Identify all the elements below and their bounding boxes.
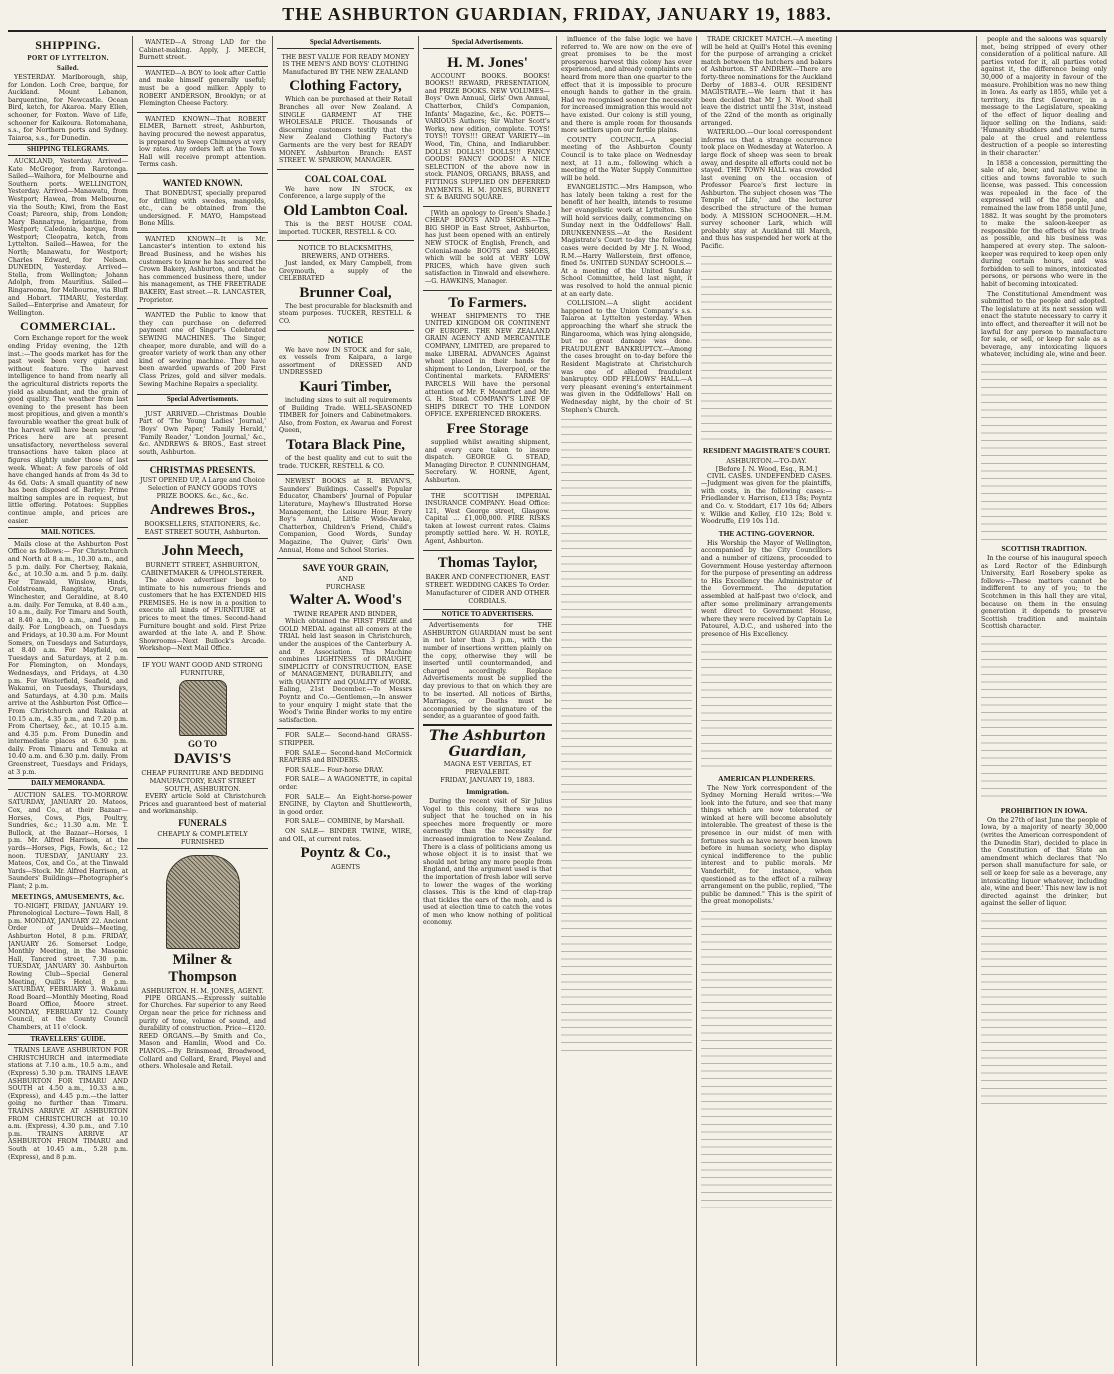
ad-text: WANTED the Public to know that they can purchase on deferred payment one of Singer's Celebrated SEWING MACHINES. The Singer, cheaper, more durable, and will do a greater variety of work than any other kind of sewing machine. They have been awarded upwards of 200 First Class Prizes, gold and silver medals. Sewing Machine Repairs a speciality. [139,312,266,388]
for-sale-item: ON SALE— BINDER TWINE, WIRE, and OIL, at current rates. [279,827,412,843]
ad-bakery [137,232,268,308]
ad-insurance [423,489,552,550]
port-heading: PORT OF LYTTELTON. [27,54,109,62]
newspaper-motto: MAGNA EST VERITAS, ET PREVALEBIT. [443,759,532,776]
ad-text: including sizes to suit all requirements of Building Trade. WELL-SEASONED TIMBER for Joiners and Cabinetmakers. Also, from Foxton, ex Awarua and Forest Queen, [279,397,412,435]
ad-text: We have now IN STOCK and for sale, ex vessels from Kaipara, a large assortment of DRESSED AND UNDRESSED [279,346,412,377]
ad-heading: GO TO [188,739,217,750]
editorial-block [423,724,552,927]
ad-wanted-boy [137,66,268,112]
ad-davis [137,657,268,848]
column-rule [132,36,133,1366]
advertiser-name: H. M. Jones' [447,54,528,71]
ad-subtext: BOOKSELLERS, STATIONERS, &c. EAST STREET SOUTH, Ashburton. [144,520,261,537]
court-text: CIVIL CASES. UNDEFENDED CASES.—Judgment was given for the plaintiffs, with costs, in the following cases:—Friedlander v. Harrison, £13 18s; Poyntz and Co. v. Stoddart, £17 10s 6d; Albers v. Wilkie and Kelley, £10 12s; Bold v. Woodruffe, £19 10s 11d. [701,472,832,526]
column-rule [836,36,837,1366]
product-name: Brunner Coal, [299,284,392,301]
ad-subtext: CHEAPLY & COMPLETELY FURNISHED [157,829,248,846]
ad-heading: NOTICE [327,334,364,345]
mail-text: Mails close at the Ashburton Post Office as follows:— For Christchurch and North at 8 a.m., 10.30 a.m., and 5 p.m. daily. For Chertsey, Rakaia, &c., at 10.30 a.m. and 5 p.m. daily. For Tinwald, Winslow, Hinds, Coldstream, Rangitata, Orari, Winchester, and Geraldine, at 8.40 a.m. daily. For Temuka, at 8.40 a.m., 10 a.m., daily. For Timaru and South, at 8.40 a.m., 10 a.m., and 5 p.m. daily. For Longbeach, on Tuesdays and Fridays, at 10.30 a.m. For Mount Somers, on Tuesdays and Saturdays, at 8.40 a.m. For Mayfield, on Tuesdays and Saturdays, at 2 p.m. For Flemington, on Mondays, Wednesdays, and Fridays, at 4.30 p.m. For Westerfield, Seafield, and Wakanui, on Tuesdays, Thursdays, and Saturdays, at 4.30 p.m. Mails arrive at the Ashburton Post Office— From Christchurch and Rakaia at 10.15 a.m., 4.35 p.m., and 7.20 p.m. From Chertsey, &c., at 10.15 a.m. and 4.35 p.m. From Dunedin and intermediate places at 6.30 p.m. daily. From Timaru and Temuka at 10.40 a.m. and 6.30 p.m. daily. From Greenstreet, Tuesdays and Fridays, at 3 p.m. [8,540,128,776]
ad-text: WANTED KNOWN—It is Mr. Lancaster's intention to extend his Bread Business, and he wishes his customers to know he has secured the Crown Bakery, Ashburton, and that he has commenced business there, under his management, as THE FREETRADE BAKERY, East street.—R. LANCASTER, Proprietor. [139,235,266,304]
armchair-illustration [179,680,227,736]
ad-text: NEWEST BOOKS at R. BEVAN'S, Saunders' Buildings. Cassell's Popular Educator, Chambers' Journal of Popular Literature, Mayhew's Illustrated Horse Management, the Leisure Hour, Every Boy's Annual, Little Wide-Awake, Chatterbox, Children's Friend, Child's Companion, Good Words, Sunday Magazine, The Quiver, Girls' Own Annual, Home and School Stories. [279,478,412,554]
news-text: influence of the false logic we have referred to. We are now on the eve of great promises to be the most prosperous harvest this colony has ever experienced, and already complaints are heard from more than one quarter to the effect that it is impossible to procure enough hands to gather in the grain. Had we recognised sooner the necessity for increased immigration this would not have existed. Our colony is still young, and there is ample room for thousands more settlers upon our fertile plains. [561,36,692,135]
advertiser-name: Clothing Factory, [289,78,402,95]
ad-subtext: NOTICE TO BLACKSMITHS, BREWERS, AND OTHERS. [297,244,394,261]
ad-text: ACCOUNT BOOKS. BOOKS! BOOKS!! REWARD, PRESENTATION, and PRIZE BOOKS. NEW VOLUMES— Boys' Own Annual, Girls' Own Annual, Chatterbox, Child's Companion, Infants' Magazine, &c., &c. POETS— VARIOUS Authors; Sir Walter Scott's Works, new edition, complete. TOYS! TOYS!! TOYS!!! GREAT VARIETY—in Wood, Tin, China, and Indiarubber. DOLLS! DOLLS!! DOLLS!!! FANCY GOODS! FANCY GOODS! A NICE SELECTION of the above now in stock. PIANOS, ORGANS, BRASS, and FITTINGS SUPPLIED ON DEFERRED PAYMENTS. H. M. JONES, BURNETT ST. & BARING SQUARE. [425,72,550,202]
special-ads-heading: Special Advertisements. [137,394,268,406]
advertisers-text: Advertisements for THE ASHBURTON GUARDIAN must be sent in not later than 3 p.m., with the number of insertions written plainly on the copy, otherwise they will be inserted until countermanded, and charged accordingly. Replace Advertisements must be supplied the day previous to that on which they are to be inserted. All notices of Births, Marriages, or Deaths must be accompanied by the signature of the sender, as a guarantee of good faith. [423,622,552,721]
news-text: His Worship the Mayor of Wellington, accompanied by the City Councillors and a number of citizens, proceeded to Government House yesterday afternoon for the purpose of presenting an address to His Excellency the Administrator of the Government. The deputation assembled at half-past two o'clock, and after some preliminary arrangements went direct to Government House, where they were received by Captain Le Patourel, A.D.C., and ushered into the presence of His Excellency. [701,539,832,638]
continued-text-lines [701,908,832,1208]
ad-text: PIPE ORGANS.—Expressly suitable for Churches. Far superior to any Reed Organ near the price for richness and purity of tone, volume of sound, and durability of construction. Price—£120. REED ORGANS.—By Smith and Co., Mason and Hamlin, Wood and Co. PIANOS.—By Brinsmead, Broadwood, Collard and Collard, Erard, Pleyel and others. Wholesale and Retail. [139,994,266,1071]
news-text: people and the saloons was squarely met, being stripped of every other consideration of a political nature. All parties voted for it, all parties voted against it, the difference being only 30,000 of a majority in favour of the measure. Prohibition was no new thing in Iowa. As early as 1855, while yet a territory, its first Governor, in a message to the Legislature, speaking of the effect of liquor dealing and liquor selling on the Indians, said: 'Humanity shudders and nature turns pale at the cruel and relentless destruction of a people so interesting in their character.' [981,36,1107,157]
news-text: In the course of his inaugural speech as Lord Rector of the Edinburgh University, Earl Rosebery spoke as follows:—These matters cannot be indifferent to any of you; to the Scotchmen in this hall they are vital, because on them in the ensuing generation it depends to preserve Scottish tradition and maintain Scottish character. [981,554,1107,631]
ad-heading: To Farmers. [448,294,527,311]
ad-milner-thompson [137,848,268,1075]
ad-subtext: IF YOU WANT GOOD AND STRONG FURNITURE, [142,661,263,678]
ad-text: JUST OPENED UP, A Large and Choice Selection of FANCY GOODS TOYS PRIZE BOOKS. &c., &c., &c. [140,477,265,500]
ad-andrews [137,460,268,538]
ad-text: WANTED—A Strong LAD for the Cabinet-making. Apply, J. MEECH, Burnett street. [139,39,266,62]
ad-text: Which can be purchased at their Retail Branches all over New Zealand. A SINGLE GARMENT AT THE WHOLESALE PRICE. Thousands of discerning customers testify that the New Zealand Clothing Factory's Garments are the very best for READY MONEY. Ashburton Branch: EAST STREET. W. SPARROW, MANAGER. [279,96,412,165]
advertiser-name: Poyntz & Co., [300,845,391,862]
ad-chimney-sweep [137,112,268,173]
ad-bonedust [137,173,268,232]
column-news-2 [701,36,832,1366]
product-name: Walter A. Wood's [289,592,402,609]
ad-brunner-coal [277,240,414,330]
news-text: TRADE CRICKET MATCH.—A meeting will be held at Quill's Hotel this evening for the purpose of arranging a cricket match between the butchers and bakers of Ashburton. ST ANDREW.—There are forty-three nominations for the Auckland Derby of 1883–4. OUR RESIDENT MAGISTRATE.—We learn that it has been decided that Mr J. N. Wood shall leave the district until the 31st, instead of the 22nd of the month as originally arranged. [701,36,832,127]
ad-subtext: AGENTS [330,863,361,872]
organ-illustration [166,855,240,949]
ad-subtext: AND [337,575,354,584]
ad-text: The best procurable for blacksmith and steam purposes. TUCKER, RESTELL & CO. [279,302,412,326]
notice-advertisers-heading: NOTICE TO ADVERTISERS. [423,609,552,621]
ad-text: We have now IN STOCK, ex Conference, a large supply of the [279,185,412,201]
ad-subtext: TWINE REAPER AND BINDER, [293,610,398,619]
ad-heading: Free Storage [446,420,529,437]
advertiser-name: Andrewes Bros., [150,502,255,519]
ad-text: JUST ARRIVED.—Christmas Double Part of 'The Young Ladies' Journal,' 'Boys' Own Paper,' 'Family Herald,' 'Family Reader,' 'London Journal,' &c., &c. ANDREWS & BROS., East street south, Ashburton. [139,410,266,456]
news-text: WATERLOO.—Our local correspondent informs us that a strange occurrence took place on Wednesday at Waterloo. A large flock of sheep was seen to break away, and despite all efforts could not be stayed. THE TOWN HALL was crowded last evening on the occasion of Professor Pearce's first lecture in Ashburton. The subject chosen was 'The Temple of Life,' and the lecturer described the structure of the human body. A MISSION SCHOONER.—H.M. survey schooner Lark, which will probably stay at Auckland till March, and thus has suspended her work at the Pacific. [701,129,832,251]
ad-text: This is the BEST HOUSE COAL imported. TUCKER, RESTELL & CO. [279,220,412,236]
ad-wood-binder [277,558,414,728]
for-sale-item: FOR SALE— Second-hand McCormick REAPERS and BINDERS. [279,749,412,765]
section-title-shipping: SHIPPING. [35,38,101,52]
ad-heading: SAVE YOUR GRAIN, [302,563,389,574]
ad-text: The above advertiser begs to intimate to his numerous friends and customers that he has EXTENDED HIS PREMISES. He is now in a position to execute all kinds of FURNITURE at prices to meet the times. Second-hand Furniture bought and sold. First Prize awarded at the late A. and P. Show. Showrooms—Next Bullock's Arcade. Workshop—Next Mail Office. [139,577,266,653]
ad-heading: WANTED KNOWN. [162,177,243,188]
continued-text-lines [561,416,692,1056]
column-rule [976,36,977,1366]
column-news-1 [561,36,692,1366]
ad-subtext: ASHBURTON. H. M. JONES, AGENT. [141,986,264,995]
court-before: [Before J. N. Wood, Esq., R.M.] [715,464,818,473]
news-text: COUNTY COUNCIL.—A special meeting of the Ashburton County Council is to take place on Wednesday next, at 11 a.m., following which a meeting of the Water Supply Committee will be held. [561,136,692,182]
mail-notices-heading: MAIL NOTICES. [8,527,128,539]
ad-big-shop [423,206,552,290]
travellers-guide-heading: TRAVELLERS' GUIDE. [8,1034,128,1046]
ad-meech [137,538,268,657]
ad-lambton-coal [277,169,414,240]
ad-grain-agency [423,290,552,489]
for-sale-item: FOR SALE— A WAGONETTE, in capital order. [279,776,412,791]
column-news-3 [981,36,1107,1366]
ad-text: [With an apology to Green's Shade.] CHEAP BOOTS AND SHOES.—The BIG SHOP in East Street, Ashburton, has just been opened with an entirely NEW STOCK of English, French, and Colonial-made BOOTS and SHOES, which will be sold at VERY LOW PRICES, which have given such satisfaction in Tinwald and elsewhere.—G. HAWKINS, Manager. [425,209,550,286]
masthead-rule [8,30,1106,32]
news-text: The Constitutional Amendment was submitted to the people and adopted. The legislature at its next session will enact the statute necessary to carry it into effect, and thereafter it will not be lawful for any person to manufacture for sale, or sell, or keep for sale as a beverage, any intoxicating liquors whatever, including ale, wine and beer. [981,290,1107,359]
for-sale-item: FOR SALE— COMBINE, by Marshall. [285,818,405,826]
ad-sewing-machines [137,308,268,392]
sailed-heading: Sailed. [56,64,80,72]
column-special-ads-2 [423,36,552,1366]
column-shipping [8,36,128,1366]
news-text: On the 27th of last June the people of Iowa, by a majority of nearly 30,000 (writes the American correspondent of the Dunedin Star), decided to place in the Constitution of that State an amendment which declares that 'No person shall manufacture for sale, or sell or keep for sale as a beverage, any intoxicating liquor whatever, including ale, wine and beer.' This new law is not directed against the drinker, but against the seller of liquor. [981,816,1107,908]
newspaper-date: FRIDAY, JANUARY 19, 1883. [440,775,535,784]
ad-jones-books [423,51,552,206]
ad-text: THE BEST VALUE FOR READY MONEY IS THE MEN'S AND BOYS' CLOTHING Manufactured BY THE NEW ZEALAND [281,53,410,76]
commercial-text: Corn Exchange report for the week ending Friday evening, the 12th inst.:—The goods market has for the past week been very quiet and without feature. The harvest intelligence to hand from nearly all the agricultural districts reports the yield as abundant, and the grain of good quality. The weather from last evening to the present has been most propitious, and given a month's favourable weather the great bulk of the harvest will have been secured. Prices here are at present unsatisfactory, nevertheless several transactions have taken place at figures slightly under those of last week. Wheat: A few parcels of old have changed hands at from 4s 3d to 4s 6d. Oats: A small quantity of new has been disposed of. Barley: Prime malting samples are in request, but little offering. Potatoes: Supplies continue ample, and prices are easier. [8,335,128,525]
ad-subtext: CHEAP FURNITURE AND BEDDING MANUFACTORY, EAST STREET SOUTH, ASHBURTON. [141,769,264,794]
continued-text-lines [701,641,832,771]
masthead-title: THE ASHBURTON GUARDIAN, FRIDAY, JANUARY 19, 1883. [282,4,832,24]
advertiser-name: Thomas Taylor, [437,554,538,571]
shipping-telegrams-heading: SHIPPING TELEGRAMS. [8,144,128,156]
ad-heading: CHRISTMAS PRESENTS. [149,465,256,476]
for-sale-item: FOR SALE— Second-hand GRASS-STRIPPER. [279,732,412,748]
ad-text: THE SCOTTISH IMPERIAL INSURANCE COMPANY. Head Office: 121, West George street, Glasgow. Capital ... £1,000,000. FIRE RISKS taken at lowest current rates. Claims promptly settled here. W. H. ROYLE, Agent, Ashburton. [425,492,550,546]
ad-subtext: BAKER AND CONFECTIONER, EAST STREET. WEDDING CAKES To Order. Manufacturer of CIDER AND OTHER CORDIALS. [425,572,550,605]
column-special-ads-1 [277,36,414,1366]
american-plunderers-heading: AMERICAN PLUNDERERS. [718,773,815,783]
ad-bevan-books [277,474,414,558]
column-rule [418,36,419,1366]
advertiser-name: Milner & Thompson [168,951,237,985]
ad-text: Just landed, ex Mary Campbell, from Greymouth, a supply of the CELEBRATED [279,260,412,283]
prohibition-heading: PROHIBITION IN IOWA. [1000,805,1088,815]
acting-governor-heading: THE ACTING-GOVERNOR. [718,528,815,538]
column-rule [272,36,273,1366]
product-name: Kauri Timber, [299,379,392,396]
editorial-heading: Immigration. [466,786,509,796]
ad-heading: FUNERALS [178,817,227,828]
ad-taylor-baker [423,550,552,607]
ad-subtext: BURNETT STREET, ASHBURTON, CABINETMAKER & UPHOLSTERER. [141,561,264,578]
travellers-text: TRAINS LEAVE ASHBURTON FOR CHRISTCHURCH and intermediate stations at 7.10 a.m., 10.5 a.m., and (Express) 5.30 p.m. TRAINS LEAVE ASHBURTON FOR TIMARU AND SOUTH at 4.50 a.m., 10.33 a.m., (Express), and 4.45 p.m.—the latter going no further than Timaru. TRAINS ARRIVE AT ASHBURTON FROM CHRISTCHURCH at 10.10 a.m. (Express), 4.30 p.m., and 7.10 p.m. TRAINS ARRIVE AT ASHBURTON FROM TIMARU and South at 10.45 a.m., 5.28 p.m. (Express), and 8 p.m. [8,1047,128,1161]
memoranda-text: AUCTION SALES. TO-MORROW. SATURDAY, JANUARY 20. Mateos, Cox, and Co., at their Bazaar—Horses, Cows, Pigs, Poultry, Sundries, &c.; 11.30 a.m. Mr. T. Bullock, at the Bazaar—Horses, 1 p.m. Mr. Alfred Harrison, at the yards—Horses, Pigs, Fowls, &c.; 12 noon. TUESDAY, JANUARY 23. Mateos, Cox, and Co., at the Tinwald Yards—Stock. Mr. Alfred Harrison, at Saunders' Buildings—Photographer's Plant; 2 p.m. [8,791,128,890]
continued-text-lines [981,910,1107,1110]
ad-kauri-timber [277,330,414,475]
ad-subtext: PURCHASE [325,583,366,592]
news-text: COLLISION.—A slight accident happened to the Union Company's s.s. Taiaroa at Lyttelton yesterday. When approaching the wharf she struck the Ringarooma, which was lying alongside, but no great damage was done. FRAUDULENT BANKRUPTCY.—Among the cases brought on to-day before the Resident Magistrate at Christchurch was one of alleged fraudulent bankruptcy. ODD FELLOWS' HALL.—A very pleasant evening's entertainment was given in the Oddfellows' Hall on Wednesday night, by the choir of St Stephen's Church. [561,300,692,414]
editorial-text: During the recent visit of Sir Julius Vogel to this colony, there was no subject that he touched on in his speeches more frequently or more earnestly than the necessity for increased immigration to New Zealand. There is a class of politicians among us whose object it is to insist that we should not bring any more people from England, and the argument used is that the importation of fresh labor will serve to lower the wages of the working classes. This is the kind of clap-trap that tickles the ears of the mob, and is used at election time to catch the votes of men who know nothing of political economy. [423,797,552,927]
meetings-text: TO-NIGHT, FRIDAY, JANUARY 19. Phrenological Lecture—Town Hall, 8 p.m. MONDAY, JANUARY 22. Ancient Order of Druids—Meeting, Ashburton Hotel, 8 p.m. FRIDAY, JANUARY 26. Somerset Lodge, Monthly Meeting, in the Masonic Hall, Tancred street, 7.30 p.m. TUESDAY, JANUARY 30. Ashburton Rowing Club—Special General Meeting, Quill's Hotel, 8 p.m. SATURDAY, FEBRUARY 3. Wakanui Road Board—Monthly Meeting, Road Board Office, Moore street. MONDAY, FEBRUARY 12. County Council, at the County Council Chambers, at 11 o'clock. [8,902,128,1032]
column-rule [556,36,557,1366]
sailed-text: YESTERDAY. Marlborough, ship, for London. Loch Cree, barque, for Auckland. Mount Lebanon, barquentine, for Newcastle. Ocean Bird, ketch, for Akaroa. Mary Ellen, schooner, for Foxton. Wave of Life, schooner for Kaikoura. Rotomahana, s.s., for Northern ports and Sydney. Taiaroa, s.s., for Dunedin. [8,74,128,142]
ad-text: WANTED KNOWN—That ROBERT ELMER, Barnett street, Ashburton, having procured the newest apparatus, is prepared to Sweep Chimneys at very low rates. Any orders left at the Town Hall will receive prompt attention. Terms cash. [139,115,266,169]
product-name: Old Lambton Coal. [283,202,408,219]
continued-text-lines [981,361,1107,541]
advertiser-name: DAVIS'S [173,751,232,768]
section-title-commercial: COMMERCIAL. [20,319,116,334]
court-date: ASHBURTON.—TO-DAY. [726,456,807,465]
ad-heading: COAL COAL COAL [304,173,387,184]
column-classified [137,36,268,1366]
product-name: Totara Black Pine, [285,437,406,453]
for-sale-item: FOR SALE— An Eight-horse-power ENGINE, by Clayton and Shuttleworth, in good order. [279,793,412,816]
news-text: EVANGELISTIC.—Mrs Hampson, who has lately been taking a rest for the benefit of her health, intends to resume her evangelistic work at Lyttelton. She will hold services daily, commencing on Sunday next in the Oddfellows' Hall. DRUNKENNESS.—At the Resident Magistrate's Court to-day the following cases were decided by Mr J. N. Wood, R.M.—Harry Wallerstein, first offence, fined 5s. UNITED SUNDAY SCHOOLS.—At a meeting of the United Sunday School Committee, held last night, it was resolved to hold the annual picnic at an early date. [561,184,692,298]
ad-for-sale [277,728,414,873]
meetings-heading: MEETINGS, AMUSEMENTS, &c. [11,892,125,901]
scottish-tradition-heading: SCOTTISH TRADITION. [1001,543,1087,553]
news-text: The New York correspondent of the Sydney Morning Herald writes:—'We look into the future, and see that many things which are now tolerated or winked at here will become absolutely intolerable. The greatest of these is the presence in our midst of men with fortunes such as have never been known before in human society, who display cynical indifference to the public interest and to public morals. Mr Vanderbilt, for instance, when questioned as to the effect of a railway arrangement on the public, replied, "The public be damned." This is the spirit of the great monopolists.' [701,784,832,906]
ad-text: WANTED—A BOY to look after Cattle and make himself generally useful; must be a good milker. Apply to ROBERT ANDERSON, Brooklyn; or at Flemington Cheese Factory. [139,69,266,108]
advertiser-name: John Meech, [161,543,244,560]
ad-text: supplied whilst awaiting shipment, and every care taken to insure dispatch. GEORGE G. STEAD, Managing Director. P. CUNNINGHAM, Secretary. W. HORNE, Agent, Ashburton. [425,438,550,484]
continued-text-lines [701,253,832,443]
column-rule [696,36,697,1366]
telegrams-text: AUCKLAND, Yesterday. Arrived—Kate McGregor, from Rarotonga. Sailed—Waihora, for Melbourne and Southern ports. WELLINGTON, Yesterday. Arrived—Manawatu, from Westport; Hawea, from Melbourne, via the South; Kiwi, from the East Coast; Pareora, ship, from London; Mary Bannatyne, brigantine, from Westport; Caledonia, barque, from Westport; Cleopatra, ketch, from Lyttelton. Sailed—Hawea, for the North; Manawatu, for Westport; Charles Edward, for Nelson. DUNEDIN, Yesterday. Arrived—Stella, from Wellington; Johann Adolph, from Mauritius. Sailed—Ringarooma, for Melbourne, via Bluff and Hobart. TIMARU, Yesterday. Sailed—Enterprise and Amateur, for Wellington. [8,157,128,317]
ad-text: EVERY article Sold at Christchurch Prices and guaranteed best of material and workmanship. [139,793,266,816]
ad-text: That BONEDUST, specially prepared for drilling with swedes, mangolds, etc., can be obtained from the undersigned. F. MAYO, Hampstead Bone Mills. [139,189,266,228]
ad-text: WHEAT SHIPMENTS TO THE UNITED KINGDOM OR CONTINENT OF EUROPE. THE NEW ZEALAND GRAIN AGENCY AND MERCANTILE COMPANY, LIMITED, are prepared to make LIBERAL ADVANCES Against wheat placed in their hands for shipment to London, Liverpool, or the Continental markets. FARMERS' PARCELS Will have the personal attention of Mr. F. Mountfort and Mr. G. H. Stead. COMPANY'S LINE OF SHIPS DIRECT TO THE LONDON OFFICE. EXPERIENCED BROKERS. [425,312,550,419]
for-sale-item: FOR SALE— Four-horse DRAY. [285,766,384,774]
ad-wanted-lad [137,36,268,66]
ad-text: Which obtained the FIRST PRIZE and GOLD MEDAL against all comers at the TRIAL held last season in Christchurch, under the auspices of the Canterbury A. and P. Association. This Machine combines LIGHTNESS of DRAUGHT, SIMPLICITY of CONSTRUCTION, EASE of MANAGEMENT, DURABILITY, and with QUANTITY and QUALITY of WORK. Ealing, 21st December.—To Messrs Poyntz and Co.—Gentlemen,—In answer to your enquiry I might state that the Wood's Twine Binder works to my entire satisfaction. [279,618,412,724]
special-ads-heading: Special Advertisements. [423,38,552,49]
ad-just-arrived [137,408,268,461]
ad-clothing-factory [277,51,414,169]
daily-memoranda-heading: DAILY MEMORANDA. [8,778,128,790]
news-text: In 1858 a concession, permitting the sale of ale, beer, and native wine in cities and towns favorable to such license, was passed. This concession was repealed in the face of the expressed will of the people, and remained the law from 1858 until June, 1882. It was sought by the promoters to make the saloon-keeper as responsible for the effects of his trade as possible, and his business was hampered at every step. The saloon-keeper was required to keep open only during certain hours, and was forbidden to sell to minors, intoxicated persons, or persons who were in the habit of becoming intoxicated. [981,159,1107,288]
court-heading: RESIDENT MAGISTRATE'S COURT. [702,445,831,455]
continued-text-lines [981,633,1107,803]
special-ads-heading: Special Advertisements. [277,38,414,49]
ad-text: of the best quality and cut to suit the trade. TUCKER, RESTELL & CO. [279,455,412,470]
newspaper-title: The Ashburton Guardian, [429,727,546,760]
